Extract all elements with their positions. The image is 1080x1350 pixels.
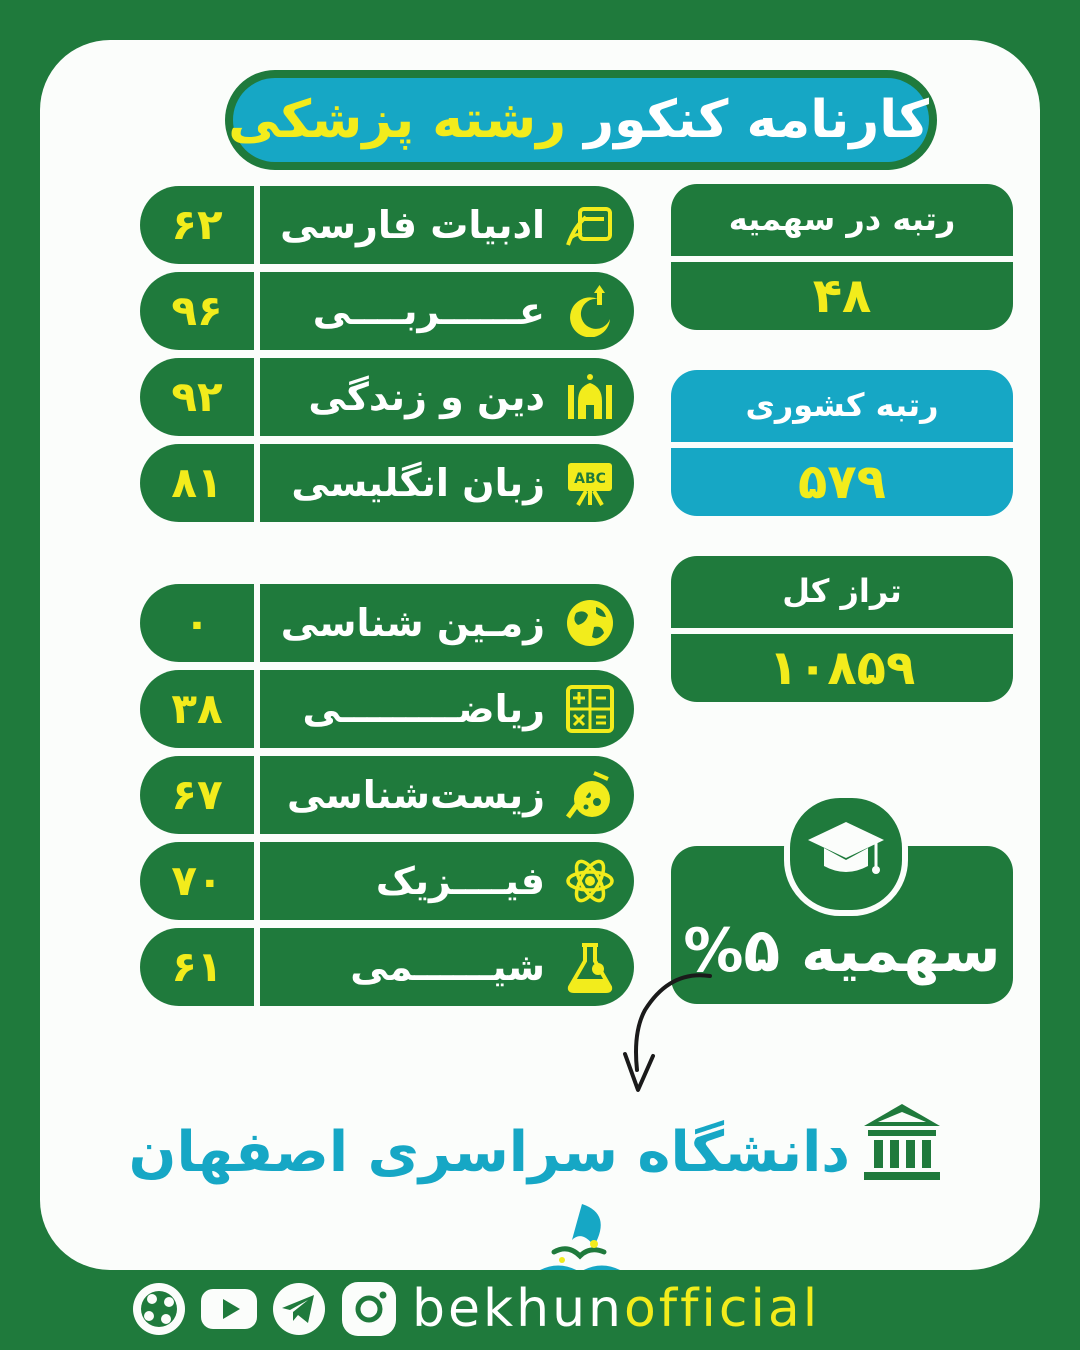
row-divider [254,670,260,748]
subject-name: ادبیات فارسی [280,203,545,247]
instagram-icon[interactable] [340,1280,398,1338]
bekhun-logo [532,1200,628,1270]
flask-icon [564,941,616,993]
title-part1: کارنامه کنکور [584,90,929,150]
subject-row [140,186,634,264]
university-name: دانشگاه سراسری اصفهان [128,1120,850,1185]
subject-name: عــــــربــــی [312,289,545,333]
subject-row [140,928,634,1006]
total-score-box [671,556,1013,702]
subject-name: ریاضـــــــــی [302,687,545,731]
subject-name: دین و زندگی [308,375,545,419]
row-divider [254,842,260,920]
footer [130,1276,950,1342]
stat-value: ۵۷۹ [798,454,886,510]
subject-score: ۶۲ [171,200,223,249]
telegram-icon[interactable] [270,1280,328,1338]
globe-icon [564,597,616,649]
handle-part2: official [623,1279,821,1339]
subject-score: ۶۱ [171,942,223,991]
row-divider [254,756,260,834]
subject-score: ۰ [184,598,210,647]
university-building-icon [860,1100,944,1184]
atom-icon [564,855,616,907]
book-feather-icon [564,199,616,251]
subject-name: زمـین شناسی [280,601,545,645]
row-divider [254,928,260,1006]
subject-row [140,584,634,662]
quota-rank-box [671,184,1013,330]
page-title [228,78,929,162]
subject-score: ۹۶ [171,286,223,335]
aparat-icon[interactable] [130,1280,188,1338]
mosque-icon [564,371,616,423]
graduation-cap-icon [784,792,908,916]
subject-score: ۹۲ [171,372,223,421]
stat-value: ۴۸ [812,268,872,324]
subject-score: ۶۷ [171,770,223,819]
microscope-icon [564,769,616,821]
subject-score: ۷۰ [171,856,223,905]
content-card [40,40,1040,1270]
quota-label: سهمیه ۵% [683,916,1001,986]
abc-board-icon [564,457,616,509]
stat-label: رتبه کشوری [745,386,939,424]
subject-row [140,670,634,748]
subject-row [140,756,634,834]
subject-name: فیــــزیک [375,859,545,903]
national-rank-box [671,370,1013,516]
subject-score: ۸۱ [171,458,223,507]
stat-label: تراز کل [782,572,902,610]
row-divider [254,444,260,522]
subject-name: زیست‌شناسی [286,773,545,817]
row-divider [254,584,260,662]
stat-label: رتبه در سهمیه [728,200,956,238]
stat-value: ۱۰۸۵۹ [768,640,916,696]
handle-part1: bekhun [412,1279,624,1339]
subject-row [140,842,634,920]
calculator-icon [564,683,616,735]
curved-arrow-icon [615,970,725,1100]
subject-row [140,358,634,436]
row-divider [254,272,260,350]
subject-row [140,272,634,350]
row-divider [254,186,260,264]
title-banner [225,70,937,170]
social-handle[interactable] [412,1276,820,1342]
title-part2: رشته پزشکی [228,90,567,150]
subject-name: زبان انگلیسی [291,461,545,505]
subject-row [140,444,634,522]
subject-name: شیــــــمی [350,945,545,989]
crescent-icon [564,285,616,337]
youtube-icon[interactable] [200,1280,258,1338]
svg-text:ABC: ABC [574,471,606,487]
subject-score: ۳۸ [171,684,223,733]
row-divider [254,358,260,436]
